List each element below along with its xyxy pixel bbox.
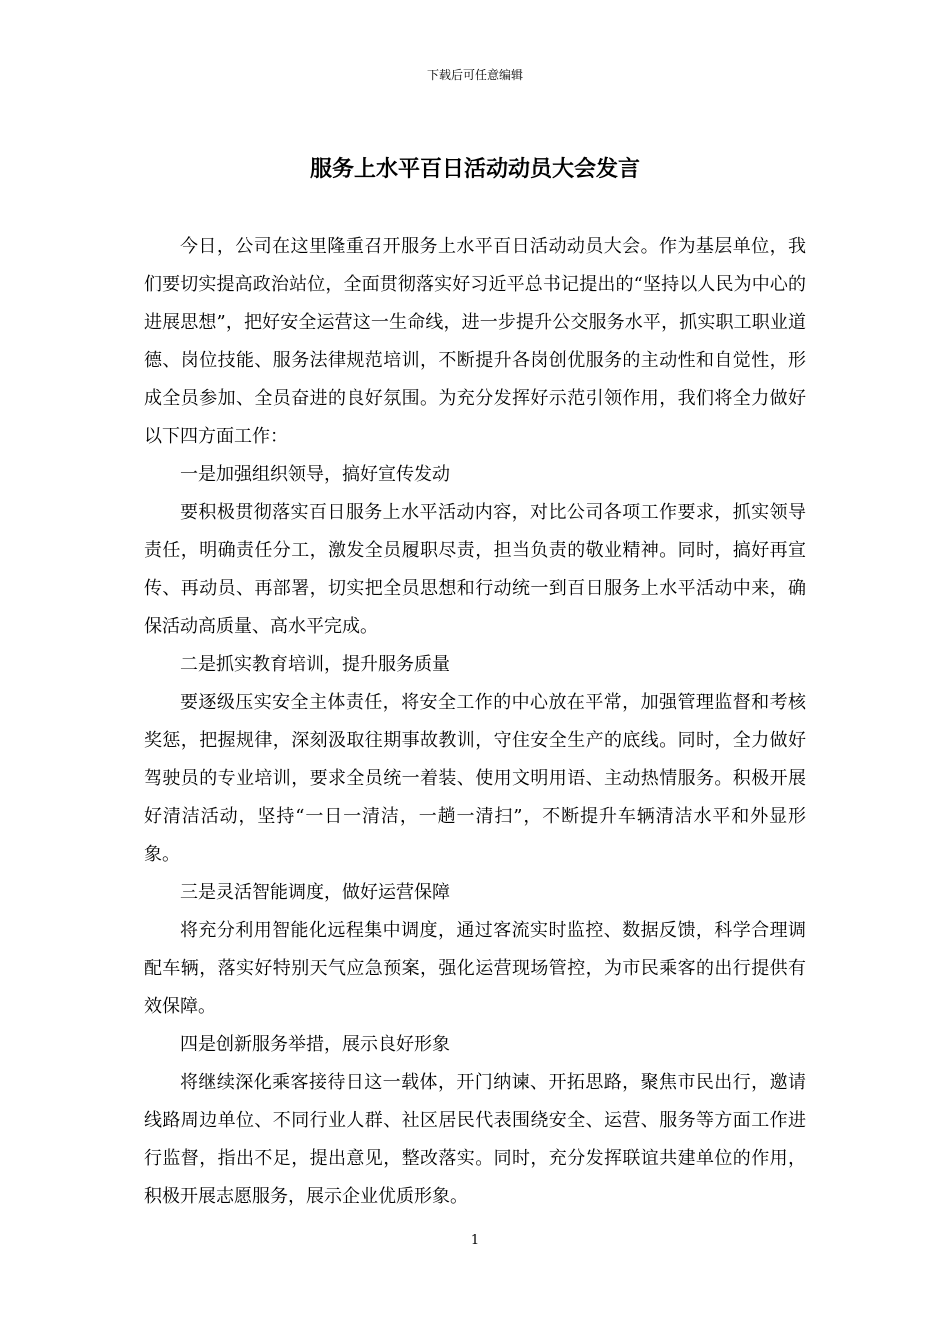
section-heading-1: 一是加强组织领导，搞好宣传发动 xyxy=(180,464,450,485)
header-note: 下载后可任意编辑 xyxy=(426,68,523,82)
page-number: 1 xyxy=(470,1233,480,1248)
paragraph-section-1: 要积极贯彻落实百日服务上水平活动内容，对比公司各项工作要求，抓实领导责任，明确责任分工，激发全员履职尽责，担当负责的敬业精神。同时，搞好再宣传、再动员、再部署，切实把全员思想和行动统一到百日服务上水平活动中来，确保活动高质量、高水平完成。 xyxy=(144,502,806,637)
paragraph-section-2: 要逐级压实安全主体责任，将安全工作的中心放在平常，加强管理监督和考核奖惩，把握规律，深刻汲取往期事故教训，守住安全生产的底线。同时，全力做好驾驶员的专业培训，要求全员统一着装、使用文明用语、主动热情服务。积极开展好清洁活动，坚持“一日一清洁，一趟一清扫”，不断提升车辆清洁水平和外显形象。 xyxy=(144,692,806,865)
section-heading-3: 三是灵活智能调度，做好运营保障 xyxy=(180,882,450,903)
paragraph-section-3: 将充分利用智能化远程集中调度，通过客流实时监控、数据反馈，科学合理调配车辆，落实好特别天气应急预案，强化运营现场管控，为市民乘客的出行提供有效保障。 xyxy=(144,920,806,1017)
section-heading-2: 二是抓实教育培训，提升服务质量 xyxy=(180,654,450,675)
document-body xyxy=(144,228,806,1216)
paragraph-intro: 今日，公司在这里隆重召开服务上水平百日活动动员大会。作为基层单位，我们要切实提高政治站位，全面贯彻落实好习近平总书记提出的“坚持以人民为中心的进展思想”，把好安全运营这一生命线，进一步提升公交服务水平，抓实职工职业道德、岗位技能、服务法律规范培训，不断提升各岗创优服务的主动性和自觉性，形成全员参加、全员奋进的良好氛围。为充分发挥好示范引领作用，我们将全力做好以下四方面工作： xyxy=(144,236,806,447)
paragraph-section-4: 将继续深化乘客接待日这一载体，开门纳谏、开拓思路，聚焦市民出行，邀请线路周边单位、不同行业人群、社区居民代表围绕安全、运营、服务等方面工作进行监督，指出不足，提出意见，整改落实。同时，充分发挥联谊共建单位的作用，积极开展志愿服务，展示企业优质形象。 xyxy=(144,1072,806,1207)
document-title: 服务上水平百日活动动员大会发言 xyxy=(309,157,640,182)
section-heading-4: 四是创新服务举措，展示良好形象 xyxy=(180,1034,450,1055)
